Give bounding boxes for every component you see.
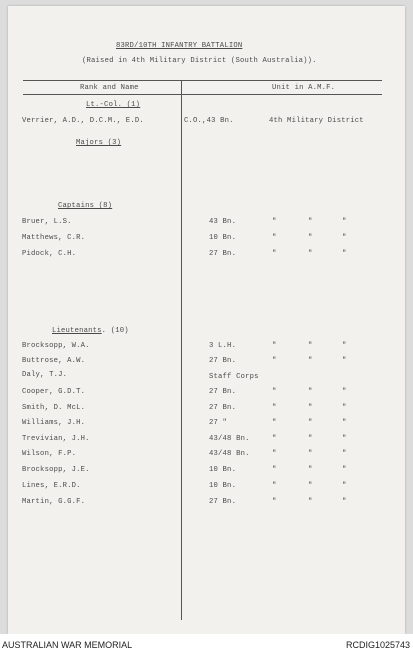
table-row: Pidock, C.H. — [22, 250, 77, 258]
table-row-unit: 10 Bn. — [209, 482, 237, 490]
ditto-mark: " — [308, 482, 313, 490]
table-row: Williams, J.H. — [22, 419, 86, 427]
ditto-mark: " — [272, 234, 277, 242]
table-row-unit: 27 Bn. — [209, 498, 237, 506]
table-row: Wilson, F.P. — [22, 450, 77, 458]
ditto-mark: " — [272, 435, 277, 443]
ditto-mark: " — [308, 435, 313, 443]
table-row-unit: Staff Corps — [209, 373, 259, 381]
table-row-unit: 3 L.H. — [209, 342, 237, 350]
document-subtitle: (Raised in 4th Military District (South Australia)). — [82, 57, 317, 65]
table-row-unit: 27 Bn. — [209, 357, 237, 365]
ditto-mark: " — [342, 404, 347, 412]
table-row: Brocksopp, J.E. — [22, 466, 90, 474]
table-row: Bruer, L.S. — [22, 218, 72, 226]
table-row: Verrier, A.D., D.C.M., E.D. — [22, 117, 144, 125]
ditto-mark: " — [308, 450, 313, 458]
table-row: Brocksopp, W.A. — [22, 342, 90, 350]
ditto-mark: " — [272, 450, 277, 458]
document-page — [8, 6, 405, 634]
column-divider — [181, 80, 182, 620]
ditto-mark: " — [308, 218, 313, 226]
ditto-mark: " — [308, 342, 313, 350]
ditto-mark: " — [308, 388, 313, 396]
ditto-mark: " — [272, 342, 277, 350]
ditto-mark: " — [272, 404, 277, 412]
table-top-rule — [23, 80, 382, 81]
table-row-unit: 27 Bn. — [209, 250, 237, 258]
table-row: Cooper, G.D.T. — [22, 388, 86, 396]
ditto-mark: " — [342, 466, 347, 474]
ditto-mark: " — [342, 234, 347, 242]
ditto-mark: " — [272, 218, 277, 226]
ditto-mark: " — [342, 388, 347, 396]
table-row: Trevivian, J.H. — [22, 435, 90, 443]
section-heading-captains: Captains (8) — [58, 202, 113, 210]
footer-catalog-id: RCDIG1025743 — [345, 640, 410, 650]
ditto-mark: " — [272, 357, 277, 365]
table-row: Matthews, C.R. — [22, 234, 86, 242]
ditto-mark: " — [272, 250, 277, 258]
ditto-mark: " — [308, 357, 313, 365]
ditto-mark: " — [272, 419, 277, 427]
ditto-mark: " — [272, 482, 277, 490]
ditto-mark: " — [342, 482, 347, 490]
ditto-mark: " — [342, 250, 347, 258]
table-row-unit: 43 Bn. — [209, 218, 237, 226]
column-header-unit: Unit in A.M.F. — [272, 84, 336, 92]
table-row: Martin, G.G.F. — [22, 498, 86, 506]
archive-footer — [0, 634, 413, 654]
table-row-district: 4th Military District — [269, 117, 364, 125]
ditto-mark: " — [308, 419, 313, 427]
table-row: Smith, D. McL. — [22, 404, 86, 412]
table-header-rule — [23, 94, 382, 95]
ditto-mark: " — [308, 250, 313, 258]
table-row-unit: 10 Bn. — [209, 466, 237, 474]
ditto-mark: " — [342, 435, 347, 443]
ditto-mark: " — [272, 498, 277, 506]
ditto-mark: " — [342, 450, 347, 458]
ditto-mark: " — [342, 419, 347, 427]
ditto-mark: " — [342, 357, 347, 365]
ditto-mark: " — [308, 466, 313, 474]
ditto-mark: " — [342, 342, 347, 350]
table-row-unit: 27 " — [209, 419, 228, 427]
ditto-mark: " — [308, 404, 313, 412]
section-heading-lieutenants: Lieutenants. (10) — [52, 327, 129, 335]
table-row-unit: 27 Bn. — [209, 404, 237, 412]
table-row-unit: 10 Bn. — [209, 234, 237, 242]
column-header-rank-name: Rank and Name — [80, 84, 139, 92]
ditto-mark: " — [308, 234, 313, 242]
document-title: 83RD/10TH INFANTRY BATTALION — [116, 42, 243, 50]
table-row: Buttrose, A.W. — [22, 357, 86, 365]
table-row-unit: 43/48 Bn. — [209, 435, 250, 443]
table-row-unit: C.O.,43 Bn. — [184, 117, 234, 125]
ditto-mark: " — [342, 498, 347, 506]
section-heading-ltcol: Lt.-Col. (1) — [86, 101, 141, 109]
table-row-unit: 27 Bn. — [209, 388, 237, 396]
ditto-mark: " — [272, 466, 277, 474]
table-row: Daly, T.J. — [22, 371, 68, 379]
section-heading-majors: Majors (3) — [76, 139, 122, 147]
table-row: Lines, E.R.D. — [22, 482, 81, 490]
ditto-mark: " — [272, 388, 277, 396]
table-row-unit: 43/48 Bn. — [209, 450, 250, 458]
footer-source: AUSTRALIAN WAR MEMORIAL — [2, 640, 133, 650]
ditto-mark: " — [308, 498, 313, 506]
ditto-mark: " — [342, 218, 347, 226]
